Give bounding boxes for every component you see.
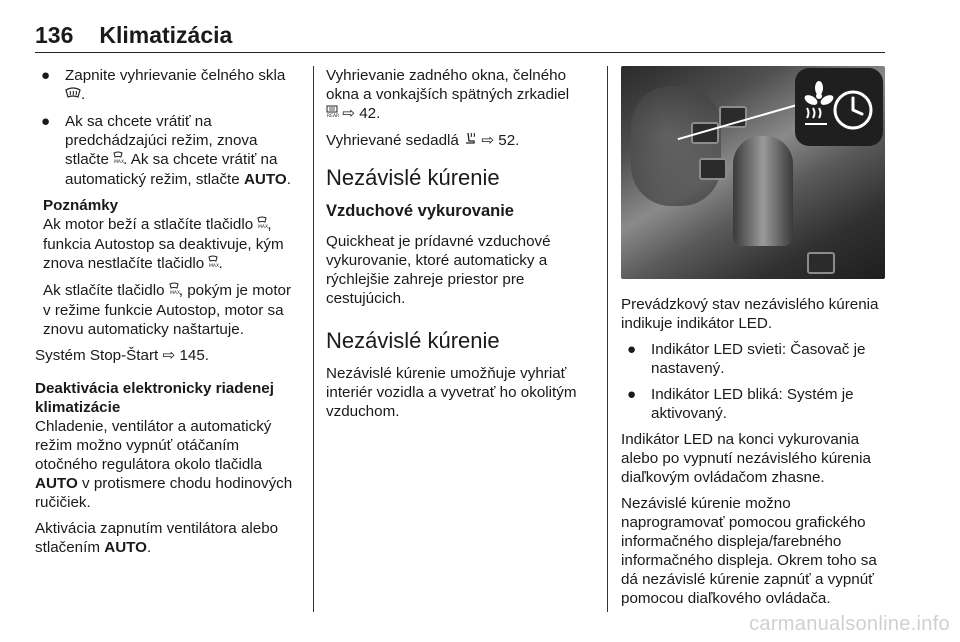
list-item: ● Ak sa chcete vrátiť na predchádzajúci režim, znova stlačte MAX . Ak sa chcete vrátiť na automatický režim, stlačte AUTO. [41, 113, 291, 188]
max-defrost-icon [208, 257, 218, 271]
paragraph: Nezávislé kúrenie možno naprogramovať pomocou grafického informačného displeja/farebného informačného displeja. Okrem toho sa dá nezávislé kúrenie zapnúť a vypnúť pomocou diaľkového ovládača. [621, 495, 877, 607]
paragraph: Quickheat je prídavné vzduchové vykurovanie, ktoré automaticky a rýchlejšie zahreje priestor pre cestujúcich. [326, 233, 551, 307]
column-divider-2 [607, 66, 608, 612]
bullet-icon: ● [627, 386, 637, 403]
paragraph: Vyhrievané sedadlá ⇨ 52. [326, 132, 520, 149]
gear-shifter-shape [733, 136, 793, 246]
max-defrost-icon [257, 218, 267, 232]
console-knob-shape [631, 86, 721, 206]
column-divider-1 [313, 66, 314, 612]
arrow-icon: ⇨ [481, 132, 495, 149]
paragraph: Indikátor LED na konci vykurovania alebo po vypnutí nezávislého kúrenia diaľkovým ovládačom zhasne. [621, 431, 871, 486]
bullet-icon: ● [41, 67, 51, 84]
section-title: Nezávislé kúrenie [326, 165, 500, 190]
column-3 [621, 66, 889, 615]
subsection-title: Vzduchové vykurovanie [326, 202, 514, 220]
section-heading: Deaktivácia elektronicky riadenej klimatizácie [35, 380, 274, 416]
note-paragraph: Ak motor beží a stlačíte tlačidlo MAX , funkcia Autostop sa deaktivuje, kým znova nestlačíte tlačidlo MAX . [43, 216, 284, 272]
paragraph: Prevádzkový stav nezávislého kúrenia indikuje indikátor LED. [621, 296, 879, 332]
fan-timer-icon [795, 68, 883, 146]
bullet-icon: ● [41, 113, 51, 130]
page-link[interactable]: 42. [359, 105, 381, 122]
rear-window-heat-icon [326, 107, 338, 121]
page-number: 136 [35, 22, 74, 48]
svg-text:MAX: MAX [114, 160, 125, 165]
console-button-shape [699, 158, 727, 180]
console-photo [621, 66, 885, 279]
seat-heat-icon [463, 134, 477, 148]
watermark: carmanualsonline.info [749, 613, 950, 635]
page-title: Klimatizácia [99, 22, 233, 48]
page-header [35, 22, 885, 53]
paragraph: Chladenie, ventilátor a automatický režim možno vypnúť otáčaním otočného regulátora okolo tlačidla AUTO v protismere chodu hodinových ručičiek. [35, 418, 293, 511]
list-item: ● Indikátor LED svieti: Časovač je nastavený. [627, 341, 866, 377]
column-2 [326, 66, 594, 428]
max-defrost-icon [169, 284, 179, 298]
windshield-heat-icon [65, 88, 81, 102]
list-item: ● Indikátor LED bliká: Systém je aktivovaný. [627, 386, 854, 422]
callout-badge [795, 68, 883, 146]
arrow-icon: ⇨ [162, 347, 176, 364]
paragraph: Vyhrievanie zadného okna, čelného okna a vonkajších spätných zrkadiel REAR ⇨ 42. [326, 67, 570, 122]
list-item: ● Zapnite vyhrievanie čelného skla . [41, 67, 286, 103]
svg-text:REAR: REAR [327, 114, 340, 119]
column-1 [35, 66, 300, 564]
max-defrost-icon [113, 153, 123, 167]
page-link[interactable]: 52. [498, 132, 520, 149]
stop-start-reference: Systém Stop-Štart ⇨ 145. [35, 347, 209, 364]
section-title: Nezávislé kúrenie [326, 328, 500, 353]
svg-text:MAX: MAX [258, 225, 269, 230]
bullet-icon: ● [627, 341, 637, 358]
console-button-shape [807, 252, 835, 274]
svg-text:MAX: MAX [209, 264, 220, 269]
arrow-icon: ⇨ [342, 105, 355, 122]
page-link[interactable]: 145. [179, 347, 209, 364]
note-paragraph: Ak stlačíte tlačidlo MAX , pokým je motor v režime funkcie Autostop, motor sa znovu automaticky naštartuje. [43, 282, 292, 338]
paragraph: Nezávislé kúrenie umožňuje vyhriať interiér vozidla a vyvetrať ho okolitým vzduchom. [326, 365, 577, 420]
note-block [35, 196, 300, 339]
paragraph: Aktivácia zapnutím ventilátora alebo stlačením AUTO. [35, 520, 279, 556]
svg-text:MAX: MAX [169, 291, 180, 296]
note-title: Poznámky [43, 197, 119, 214]
